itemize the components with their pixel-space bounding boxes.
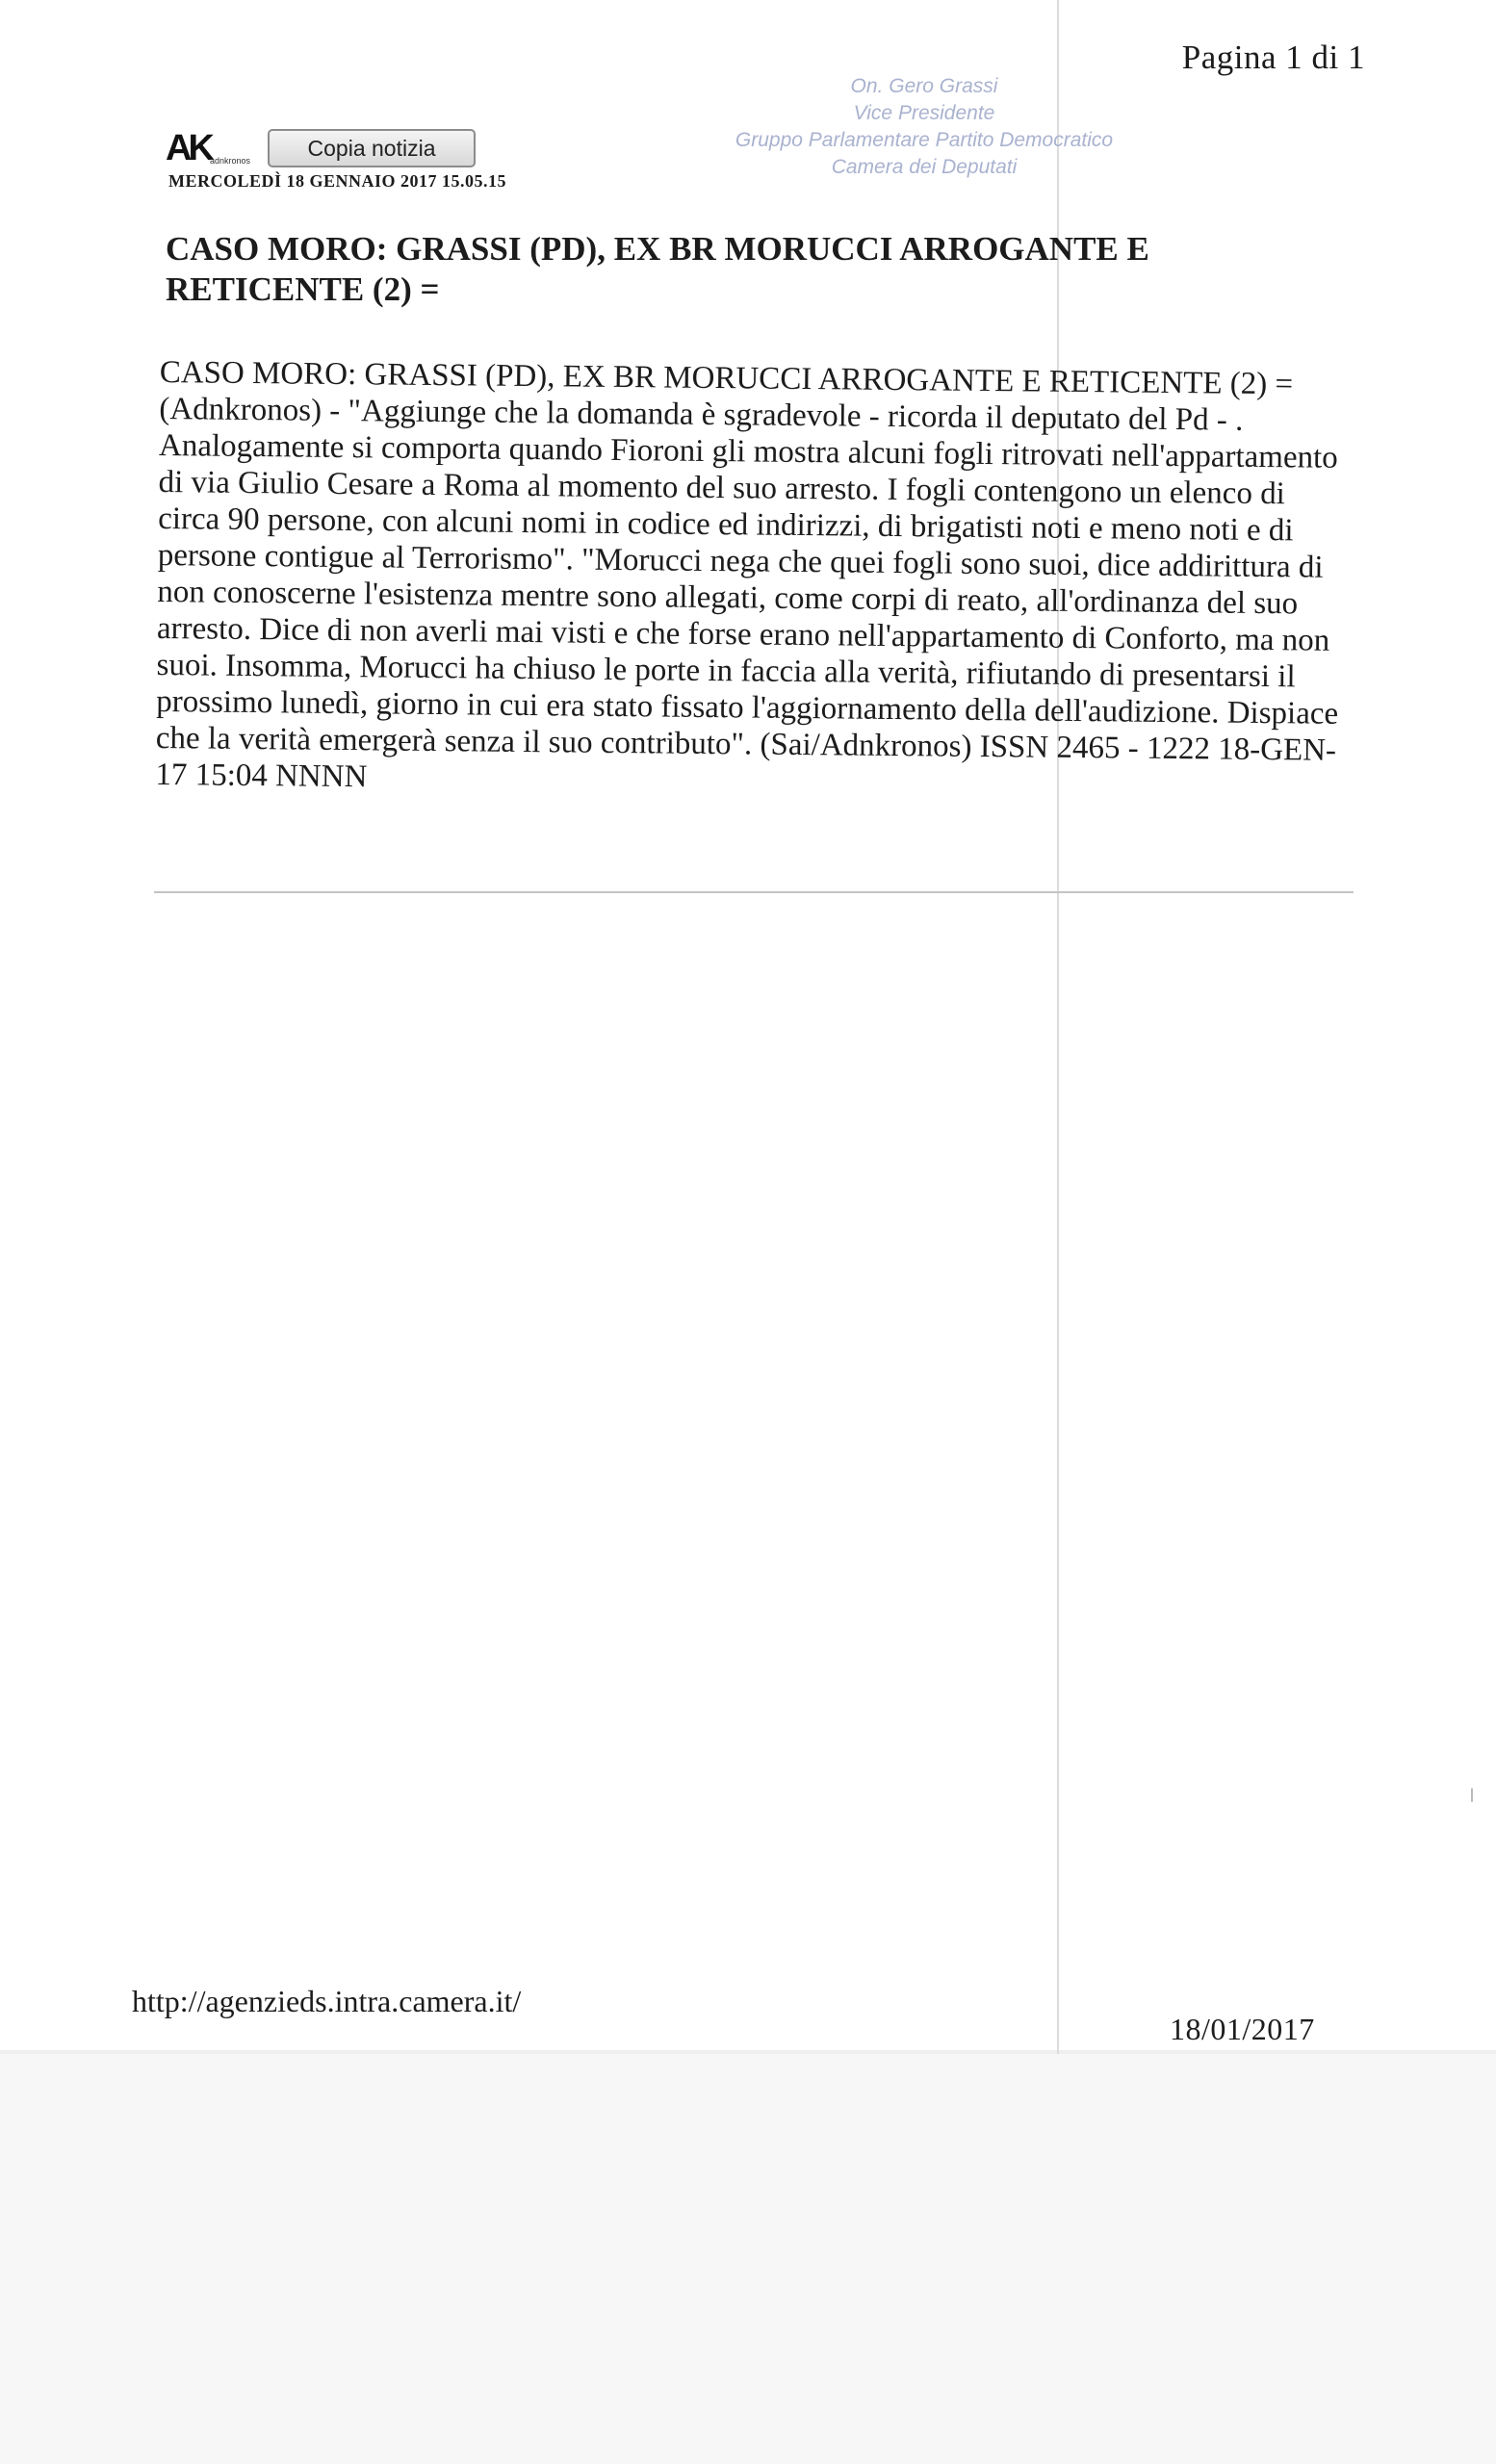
news-header: [166, 123, 476, 167]
news-headline: CASO MORO: GRASSI (PD), EX BR MORUCCI ARROGANTE E RETICENTE (2) =: [166, 230, 1149, 308]
footer-date: 18/01/2017: [1170, 2012, 1315, 2046]
logo-mark: AK: [166, 128, 211, 168]
stamp-line-chamber: Camera dei Deputati: [831, 156, 1018, 178]
news-body: [155, 354, 1354, 806]
copy-news-button[interactable]: Copia notizia: [268, 129, 476, 167]
page-number: Pagina 1 di 1: [1181, 38, 1365, 76]
deputy-stamp: [698, 73, 1150, 181]
stamp-line-group: Gruppo Parlamentare Partito Democratico: [735, 129, 1114, 151]
stamp-line-role: Vice Presidente: [853, 102, 995, 124]
stamp-line-name: On. Gero Grassi: [850, 75, 998, 97]
adnkronos-logo: [166, 129, 264, 167]
scan-margin: [0, 2054, 1496, 2464]
footer-url: http://agenzieds.intra.camera.it/: [132, 1984, 522, 2018]
news-body-paragraph: CASO MORO: GRASSI (PD), EX BR MORUCCI ARROGANTE E RETICENTE (2) = (Adnkronos) - "Aggiunge che la domanda è sgradevole - ricorda il deputato del Pd - . Analogamente si comporta quando Fioroni gli mostra alcuni fogli ritrovati nell'appartamento di via Giulio Cesare a Roma al momento del suo arresto. I fogli contengono un elenco di circa 90 persone, con alcuni nomi in codice ed indirizzi, di brigatisti noti e meno noti e di persone contigue al Terrorismo". "Morucci nega che quei fogli sono suoi, dice addirittura di non conoscerne l'esistenza mentre sono allegati, come corpi di reato, all'ordinanza del suo arresto. Dice di non averli mai visti e che forse erano nell'appartamento di Conforto, ma non suoi. Insomma, Morucci ha chiuso le porte in faccia alla verità, rifiutando di presentarsi il prossimo lunedì, giorno in cui era stato fissato l'aggiornamento della dell'audizione. Dispiace che la verità emergerà senza il suo contributo". (Sai/Adnkronos) ISSN 2465 - 1222 18-GEN-17 15:04 NNNN: [155, 354, 1339, 795]
scan-mark: [1471, 1788, 1473, 1802]
separator-line: [154, 891, 1354, 893]
news-dateline: MERCOLEDÌ 18 GENNAIO 2017 15.05.15: [168, 171, 507, 191]
logo-wordmark: adnkronos: [210, 156, 251, 166]
